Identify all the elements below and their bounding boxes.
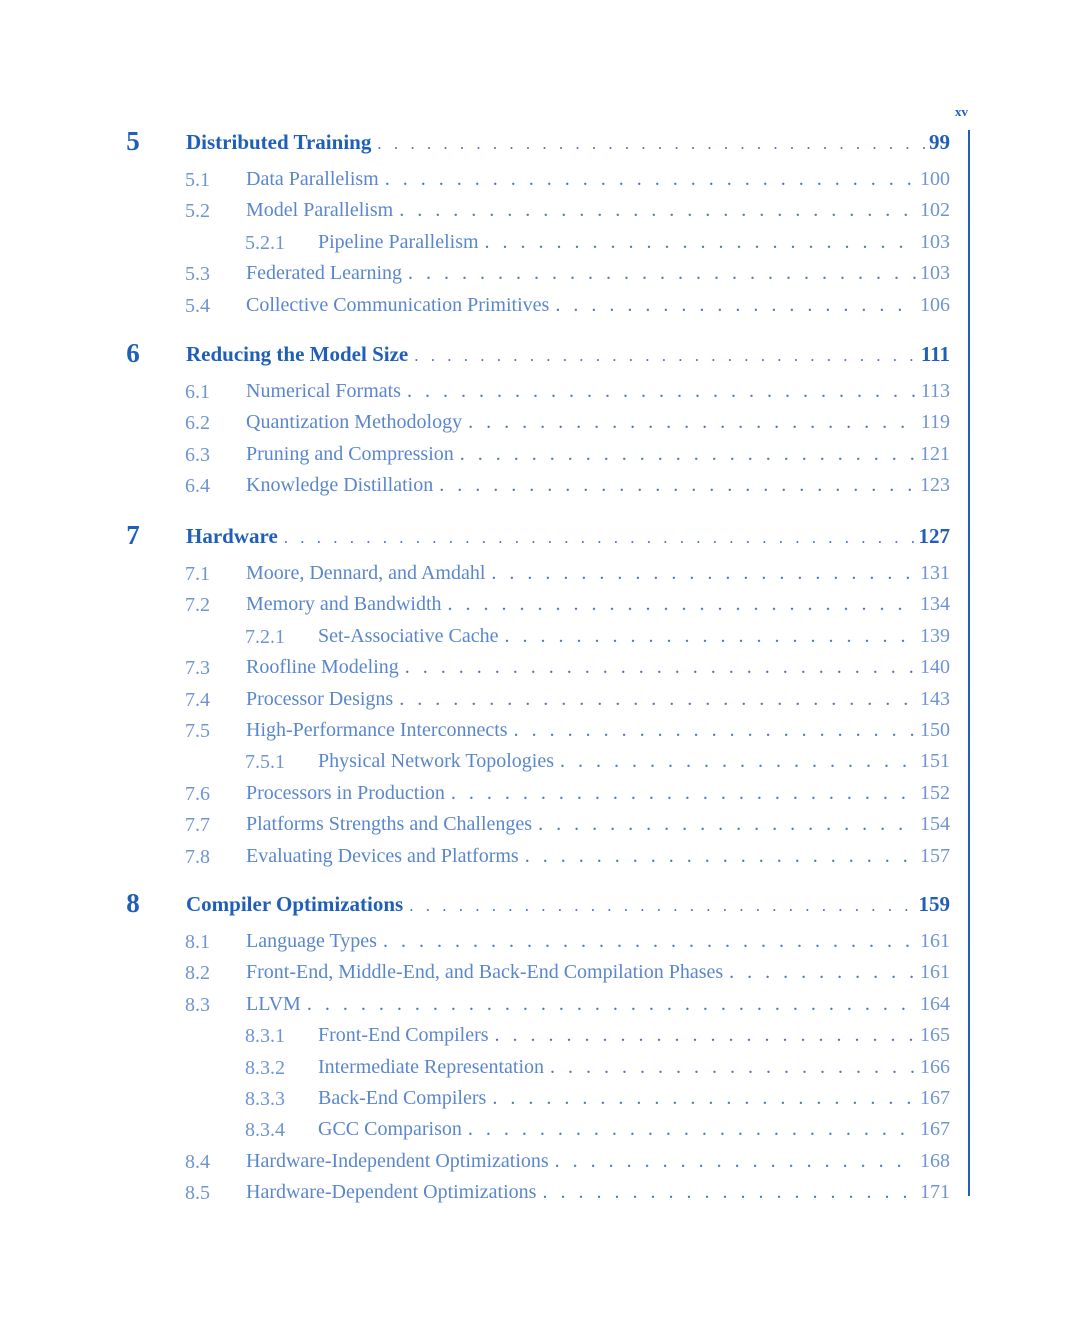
- dot-leader: [555, 1150, 916, 1173]
- dot-leader: [485, 231, 916, 254]
- section-line: [246, 562, 950, 585]
- section-title: Front-End, Middle-End, and Back-End Compilation Phases: [246, 961, 724, 984]
- dot-leader: [383, 930, 916, 953]
- dot-leader: [385, 168, 916, 191]
- section-page-number: 131: [920, 562, 950, 584]
- toc-subsection-entry[interactable]: [0, 231, 1080, 261]
- section-title: Quantization Methodology: [246, 411, 463, 434]
- section-page-number: 164: [920, 992, 950, 1015]
- dot-leader: [550, 1056, 916, 1079]
- section-number: 6.4: [185, 475, 210, 498]
- section-line: [246, 782, 950, 805]
- section-title: Language Types: [246, 930, 377, 952]
- section-title: LLVM: [246, 992, 301, 1015]
- toc-subsection-entry[interactable]: [0, 1118, 1080, 1148]
- subsection-line: [318, 625, 950, 648]
- dot-leader: [405, 656, 916, 679]
- subsection-page-number: 103: [920, 230, 950, 253]
- subsection-line: [318, 1087, 950, 1110]
- section-page-number: 113: [920, 380, 950, 402]
- dot-leader: [460, 443, 916, 466]
- subsection-number: 7.5.1: [245, 751, 285, 774]
- dot-leader: [448, 593, 916, 616]
- subsection-number: 7.2.1: [245, 625, 285, 648]
- section-title: Hardware-Dependent Optimizations: [246, 1181, 537, 1204]
- section-number: 6.1: [185, 381, 210, 403]
- section-page-number: 150: [920, 719, 950, 741]
- toc-chapter-entry[interactable]: [0, 126, 1080, 160]
- section-number: 7.4: [185, 688, 210, 711]
- section-number: 5.3: [185, 263, 210, 286]
- chapter-page-number: 99: [929, 130, 950, 154]
- section-line: [246, 294, 950, 317]
- section-line: [246, 443, 950, 466]
- toc-subsection-entry[interactable]: [0, 1087, 1080, 1117]
- chapter-number: 6: [126, 338, 140, 368]
- toc-subsection-entry[interactable]: [0, 1056, 1080, 1086]
- toc-section-entry[interactable]: [0, 1181, 1080, 1211]
- section-line: [246, 845, 950, 868]
- section-line: [246, 262, 950, 285]
- dot-leader: [729, 961, 916, 984]
- section-number: 7.1: [185, 563, 210, 585]
- chapter-number: 7: [126, 520, 140, 550]
- toc-section-entry[interactable]: [0, 262, 1080, 292]
- section-number: 7.6: [185, 782, 210, 805]
- section-page-number: 100: [920, 168, 950, 190]
- section-title: Knowledge Distillation: [246, 474, 434, 497]
- subsection-number: 8.3.3: [245, 1088, 285, 1110]
- section-title: Evaluating Devices and Platforms: [246, 844, 519, 867]
- toc-chapter-entry[interactable]: [0, 888, 1080, 922]
- dot-leader: [514, 719, 916, 742]
- section-title: Moore, Dennard, and Amdahl: [246, 562, 486, 584]
- section-line: [246, 993, 950, 1016]
- subsection-page-number: 139: [920, 624, 950, 647]
- section-number: 7.5: [185, 720, 210, 742]
- section-line: [246, 930, 950, 953]
- chapter-page-number: 127: [918, 524, 950, 548]
- dot-leader: [307, 993, 916, 1016]
- dot-leader: [451, 782, 916, 805]
- section-title: Collective Communication Primitives: [246, 293, 550, 316]
- section-page-number: 161: [920, 961, 950, 984]
- section-title: Model Parallelism: [246, 199, 394, 222]
- section-number: 8.5: [185, 1182, 210, 1205]
- chapter-page-number: 159: [918, 892, 950, 916]
- section-line: [246, 411, 950, 434]
- toc-section-entry[interactable]: [0, 930, 1080, 960]
- chapter-line: [186, 342, 950, 367]
- section-line: [246, 1181, 950, 1204]
- dot-leader: [525, 845, 916, 868]
- toc-section-entry[interactable]: [0, 562, 1080, 592]
- subsection-title: Back-End Compilers: [318, 1087, 487, 1109]
- section-page-number: 171: [920, 1181, 950, 1204]
- subsection-number: 8.3.4: [245, 1119, 285, 1142]
- section-number: 5.4: [185, 294, 210, 317]
- subsection-title: Intermediate Representation: [318, 1055, 545, 1078]
- dot-leader: [538, 813, 916, 836]
- dot-leader: [468, 1118, 916, 1141]
- section-number: 5.1: [185, 169, 210, 191]
- chapter-line: [186, 130, 950, 155]
- section-page-number: 152: [920, 781, 950, 804]
- dot-leader: [560, 750, 916, 773]
- toc-section-entry[interactable]: [0, 961, 1080, 991]
- subsection-line: [318, 1056, 950, 1079]
- subsection-page-number: 165: [920, 1024, 950, 1047]
- subsection-title: Set-Associative Cache: [318, 624, 499, 647]
- section-page-number: 134: [920, 593, 950, 616]
- toc-subsection-entry[interactable]: [0, 750, 1080, 780]
- chapter-title: Hardware: [186, 524, 278, 548]
- section-number: 5.2: [185, 200, 210, 223]
- chapter-number: 5: [126, 126, 140, 156]
- toc-section-entry[interactable]: [0, 719, 1080, 749]
- toc-section-entry[interactable]: [0, 845, 1080, 875]
- section-line: [246, 719, 950, 742]
- section-number: 6.2: [185, 412, 210, 435]
- subsection-line: [318, 1118, 950, 1141]
- section-title: Platforms Strengths and Challenges: [246, 813, 533, 836]
- section-page-number: 143: [920, 687, 950, 710]
- section-line: [246, 380, 950, 403]
- toc-section-entry[interactable]: [0, 813, 1080, 843]
- section-number: 7.8: [185, 845, 210, 868]
- section-number: 8.3: [185, 993, 210, 1016]
- dot-leader: [407, 380, 917, 403]
- toc-subsection-entry[interactable]: [0, 625, 1080, 655]
- subsection-page-number: 166: [920, 1055, 950, 1078]
- dot-leader: [495, 1024, 916, 1047]
- chapter-title: Reducing the Model Size: [186, 342, 409, 366]
- section-line: [246, 961, 950, 984]
- section-page-number: 119: [920, 411, 950, 434]
- toc-section-entry[interactable]: [0, 380, 1080, 410]
- chapter-title: Compiler Optimizations: [186, 892, 404, 916]
- section-number: 8.2: [185, 962, 210, 985]
- dot-leader: [409, 896, 914, 916]
- subsection-page-number: 151: [920, 750, 950, 773]
- toc-chapter-entry[interactable]: [0, 338, 1080, 372]
- section-page-number: 106: [920, 293, 950, 316]
- subsection-title: Front-End Compilers: [318, 1024, 489, 1047]
- chapter-title: Distributed Training: [186, 130, 372, 154]
- toc-section-entry[interactable]: [0, 782, 1080, 812]
- dot-leader: [505, 625, 917, 648]
- section-line: [246, 1150, 950, 1173]
- section-line: [246, 168, 950, 191]
- section-page-number: 157: [920, 844, 950, 867]
- section-line: [246, 593, 950, 616]
- dot-leader: [399, 688, 916, 711]
- section-number: 6.3: [185, 443, 210, 466]
- toc-section-entry[interactable]: [0, 474, 1080, 504]
- section-line: [246, 474, 950, 497]
- toc-section-entry[interactable]: [0, 199, 1080, 229]
- toc-section-entry[interactable]: [0, 593, 1080, 623]
- dot-leader: [439, 474, 916, 497]
- section-page-number: 102: [920, 199, 950, 222]
- dot-leader: [284, 528, 915, 548]
- subsection-number: 8.3.1: [245, 1025, 285, 1048]
- toc-section-entry[interactable]: [0, 1150, 1080, 1180]
- dot-leader: [408, 262, 916, 285]
- section-title: Processor Designs: [246, 687, 394, 710]
- subsection-title: Pipeline Parallelism: [318, 230, 479, 253]
- section-line: [246, 688, 950, 711]
- section-number: 7.2: [185, 594, 210, 617]
- section-number: 7.7: [185, 814, 210, 837]
- subsection-page-number: 167: [920, 1087, 950, 1109]
- subsection-line: [318, 1024, 950, 1047]
- section-page-number: 103: [920, 262, 950, 285]
- dot-leader: [555, 294, 916, 317]
- subsection-title: GCC Comparison: [318, 1118, 462, 1141]
- section-title: Roofline Modeling: [246, 656, 399, 679]
- section-page-number: 121: [920, 442, 950, 465]
- subsection-title: Physical Network Topologies: [318, 750, 554, 773]
- toc-section-entry[interactable]: [0, 168, 1080, 198]
- section-title: Data Parallelism: [246, 168, 379, 190]
- section-title: Numerical Formats: [246, 380, 401, 402]
- section-title: Federated Learning: [246, 262, 403, 285]
- subsection-line: [318, 231, 950, 254]
- section-line: [246, 199, 950, 222]
- section-title: Pruning and Compression: [246, 442, 454, 465]
- section-page-number: 123: [920, 474, 950, 497]
- dot-leader: [542, 1181, 916, 1204]
- dot-leader: [492, 1087, 916, 1110]
- section-title: Processors in Production: [246, 781, 445, 804]
- dot-leader: [399, 199, 916, 222]
- subsection-page-number: 167: [920, 1118, 950, 1141]
- toc-section-entry[interactable]: [0, 688, 1080, 718]
- subsection-number: 5.2.1: [245, 231, 285, 254]
- toc-section-entry[interactable]: [0, 656, 1080, 686]
- section-number: 7.3: [185, 657, 210, 680]
- dot-leader: [491, 562, 916, 585]
- toc-section-entry[interactable]: [0, 411, 1080, 441]
- chapter-line: [186, 524, 950, 549]
- toc-section-entry[interactable]: [0, 993, 1080, 1023]
- page-number: xv: [955, 104, 968, 119]
- chapter-page-number: 111: [920, 342, 950, 366]
- chapter-line: [186, 892, 950, 917]
- subsection-number: 8.3.2: [245, 1056, 285, 1079]
- toc-subsection-entry[interactable]: [0, 1024, 1080, 1054]
- section-number: 8.4: [185, 1150, 210, 1173]
- section-line: [246, 656, 950, 679]
- section-title: Memory and Bandwidth: [246, 593, 442, 616]
- section-page-number: 154: [920, 813, 950, 836]
- subsection-line: [318, 750, 950, 773]
- section-page-number: 161: [920, 930, 950, 952]
- section-title: Hardware-Independent Optimizations: [246, 1149, 549, 1172]
- toc-chapter-entry[interactable]: [0, 520, 1080, 554]
- dot-leader: [414, 346, 917, 366]
- dot-leader: [468, 411, 917, 434]
- toc-section-entry[interactable]: [0, 443, 1080, 473]
- chapter-number: 8: [126, 888, 140, 918]
- section-title: High-Performance Interconnects: [246, 719, 508, 741]
- section-page-number: 140: [920, 656, 950, 679]
- section-line: [246, 813, 950, 836]
- toc-section-entry[interactable]: [0, 294, 1080, 324]
- section-number: 8.1: [185, 931, 210, 953]
- section-page-number: 168: [920, 1149, 950, 1172]
- dot-leader: [377, 134, 925, 154]
